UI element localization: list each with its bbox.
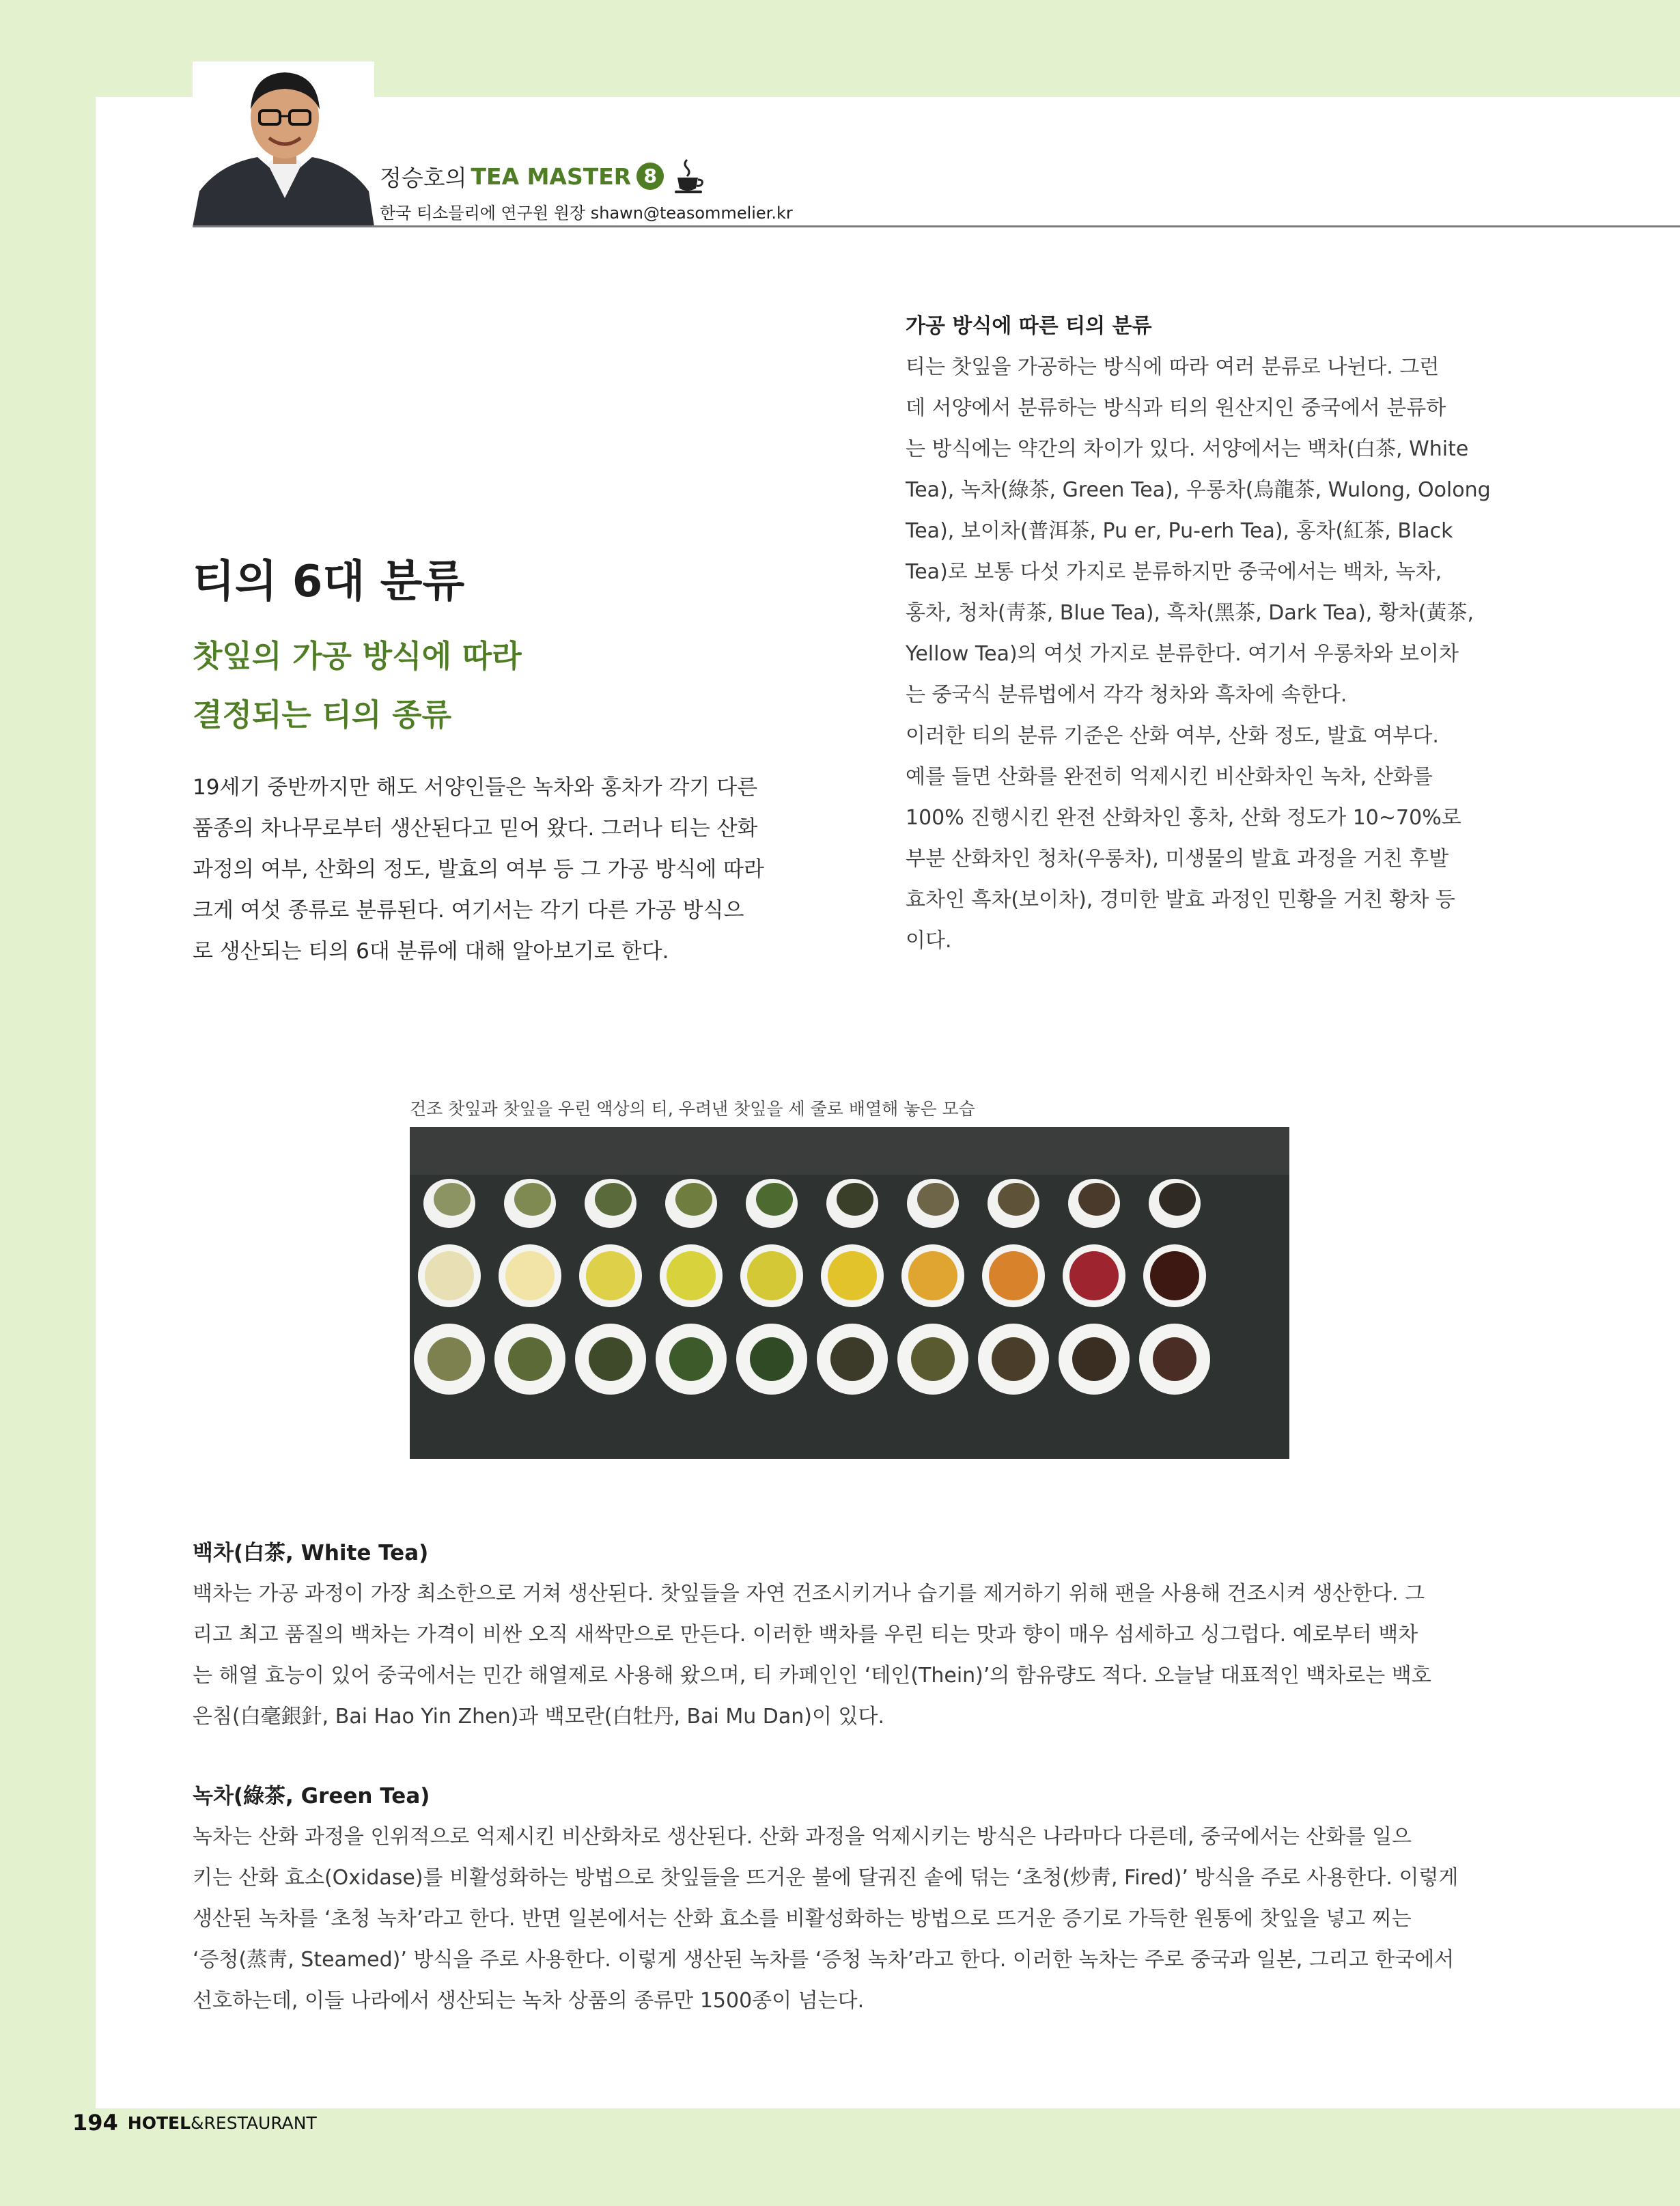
series-title: [380, 161, 705, 191]
article-subtitle: [193, 627, 522, 744]
body-line: 데 서양에서 분류하는 방식과 티의 원산지인 중국에서 분류하: [906, 396, 1446, 420]
intro-line: 크게 여섯 종류로 분류된다. 여기서는 각기 다른 가공 방식으: [193, 898, 744, 923]
infused-leaf-pile: [911, 1337, 955, 1381]
page-number: 194: [72, 2110, 118, 2136]
body-line: 효차인 흑차(보이차), 경미한 발효 과정인 민황을 거친 황차 등: [906, 888, 1455, 912]
infused-leaf-pile: [992, 1337, 1035, 1381]
magazine-name: HOTEL: [127, 2112, 191, 2133]
author-name: 정승호의: [380, 164, 467, 191]
subtitle-line: 결정되는 티의 종류: [193, 697, 452, 733]
tea-liquor: [1069, 1251, 1119, 1300]
magazine-ampersand: &: [191, 2112, 204, 2133]
tea-photo: [410, 1127, 1289, 1459]
infused-leaf-pile: [428, 1337, 471, 1381]
tea-liquor: [667, 1251, 716, 1300]
dry-leaf-pile: [1078, 1183, 1115, 1216]
body-line: Tea), 녹차(綠茶, Green Tea), 우롱차(烏龍茶, Wulong, Oolong: [906, 478, 1491, 502]
tea-liquor: [1150, 1251, 1199, 1300]
body-line: 는 중국식 분류법에서 각각 청차와 흑차에 속한다.: [906, 683, 1347, 707]
page-footer: [72, 2108, 317, 2138]
tea-liquor: [425, 1251, 474, 1300]
subtitle-line: 찻잎의 가공 방식에 따라: [193, 638, 522, 674]
body-line: 는 해열 효능이 있어 중국에서는 민간 해열제로 사용해 왔으며, 티 카페인인 ‘테인(Thein)’의 함유량도 적다. 오늘날 대표적인 백차로는 백호: [193, 1664, 1431, 1688]
infused-leaf-pile: [1153, 1337, 1196, 1381]
body-line: 홍차, 청차(靑茶, Blue Tea), 흑차(黑茶, Dark Tea), 황차(黃茶,: [906, 601, 1474, 625]
body-line: Yellow Tea)의 여섯 가지로 분류한다. 여기서 우롱차와 보이차: [906, 642, 1459, 666]
tea-cup-icon: [673, 158, 705, 194]
dry-leaf-pile: [434, 1183, 471, 1216]
green-tea-body: [193, 1817, 1490, 2022]
tea-liquor: [747, 1251, 796, 1300]
green-tea-heading: 녹차(綠茶, Green Tea): [193, 1784, 430, 1809]
infused-leaf-pile: [669, 1337, 713, 1381]
tea-liquor: [828, 1251, 877, 1300]
dry-leaf-pile: [756, 1183, 793, 1216]
body-line: 키는 산화 효소(Oxidase)를 비활성화하는 방법으로 찻잎들을 뜨거운 불에 달궈진 솥에 덖는 ‘초청(炒靑, Fired)’ 방식을 주로 사용한다. 이렇게: [193, 1866, 1459, 1890]
body-line: 생산된 녹차를 ‘초청 녹차’라고 한다. 반면 일본에서는 산화 효소를 비활성화하는 방법으로 뜨거운 증기로 가득한 원통에 찻잎을 넣고 찌는: [193, 1907, 1412, 1931]
figure-caption: 건조 찻잎과 찻잎을 우린 액상의 티, 우려낸 찻잎을 세 줄로 배열해 놓은 모습: [410, 1099, 975, 1119]
header-divider: [193, 225, 1680, 227]
tea-liquor: [989, 1251, 1038, 1300]
infused-leaf-pile: [830, 1337, 874, 1381]
body-line: 티는 찻잎을 가공하는 방식에 따라 여러 분류로 나뉜다. 그런: [906, 355, 1440, 379]
white-tea-heading: 백차(白茶, White Tea): [193, 1541, 429, 1565]
dry-leaf-pile: [837, 1183, 873, 1216]
body-line: 이다.: [906, 929, 952, 953]
body-line: Tea), 보이차(普洱茶, Pu er, Pu-erh Tea), 홍차(紅茶, Black: [906, 519, 1453, 543]
dry-leaf-pile: [1159, 1183, 1196, 1216]
infused-leaf-pile: [1072, 1337, 1116, 1381]
body-line: 100% 진행시킨 완전 산화차인 홍차, 산화 정도가 10~70%로: [906, 806, 1461, 830]
dry-leaf-pile: [514, 1183, 551, 1216]
body-line: 리고 최고 품질의 백차는 가격이 비싼 오직 새싹만으로 만든다. 이러한 백차를 우린 티는 맛과 향이 매우 섬세하고 싱그럽다. 예로부터 백차: [193, 1623, 1418, 1647]
classification-heading: 가공 방식에 따른 티의 분류: [906, 314, 1152, 338]
white-tea-body: [193, 1574, 1490, 1737]
dry-leaf-pile: [998, 1183, 1035, 1216]
infused-leaf-pile: [750, 1337, 794, 1381]
body-line: 은침(白毫銀針, Bai Hao Yin Zhen)과 백모란(白牡丹, Bai Mu Dan)이 있다.: [193, 1705, 885, 1729]
series-number-badge: 8: [636, 163, 664, 190]
tea-liquor: [586, 1251, 635, 1300]
infused-leaf-pile: [508, 1337, 552, 1381]
dry-leaf-pile: [595, 1183, 632, 1216]
tea-liquor: [908, 1251, 957, 1300]
byline: 한국 티소믈리에 연구원 원장 shawn@teasommelier.kr: [380, 204, 793, 223]
tea-liquor: [505, 1251, 555, 1300]
body-line: 예를 들면 산화를 완전히 억제시킨 비산화차인 녹차, 산화를: [906, 765, 1433, 789]
body-line: 이러한 티의 분류 기준은 산화 여부, 산화 정도, 발효 여부다.: [906, 724, 1439, 748]
body-line: 백차는 가공 과정이 가장 최소한으로 거쳐 생산된다. 찻잎들을 자연 건조시키거나 습기를 제거하기 위해 팬을 사용해 건조시켜 생산한다. 그: [193, 1582, 1425, 1606]
body-line: 부분 산화차인 청차(우롱차), 미생물의 발효 과정을 거친 후발: [906, 847, 1449, 871]
body-line: 는 방식에는 약간의 차이가 있다. 서양에서는 백차(白茶, White: [906, 437, 1469, 461]
body-line: 선호하는데, 이들 나라에서 생산되는 녹차 상품의 종류만 1500종이 넘는다.: [193, 1989, 865, 2013]
series-label: TEA MASTER: [471, 163, 632, 190]
article-title: 티의 6대 분류: [193, 557, 465, 607]
body-line: Tea)로 보통 다섯 가지로 분류하지만 중국에서는 백차, 녹차,: [906, 560, 1442, 584]
intro-line: 로 생산되는 티의 6대 분류에 대해 알아보기로 한다.: [193, 939, 669, 964]
infused-leaf-pile: [589, 1337, 632, 1381]
magazine-name-2: RESTAURANT: [204, 2112, 317, 2133]
tea-photo-graphic: [410, 1127, 1289, 1459]
intro-line: 품종의 차나무로부터 생산된다고 믿어 왔다. 그러나 티는 산화: [193, 816, 758, 841]
body-line: 녹차는 산화 과정을 인위적으로 억제시킨 비산화차로 생산된다. 산화 과정을 억제시키는 방식은 나라마다 다른데, 중국에서는 산화를 일으: [193, 1825, 1412, 1849]
body-line: ‘증청(蒸靑, Steamed)’ 방식을 주로 사용한다. 이렇게 생산된 녹차를 ‘증청 녹차’라고 한다. 이러한 녹차는 주로 중국과 일본, 그리고 한국에서: [193, 1948, 1455, 1972]
intro-line: 과정의 여부, 산화의 정도, 발효의 여부 등 그 가공 방식에 따라: [193, 857, 764, 882]
author-photo: [193, 61, 374, 227]
intro-line: 19세기 중반까지만 해도 서양인들은 녹차와 홍차가 각기 다른: [193, 775, 758, 800]
classification-body: [906, 347, 1491, 962]
intro-paragraph: [193, 767, 780, 972]
dry-leaf-pile: [917, 1183, 954, 1216]
dry-leaf-pile: [675, 1183, 712, 1216]
